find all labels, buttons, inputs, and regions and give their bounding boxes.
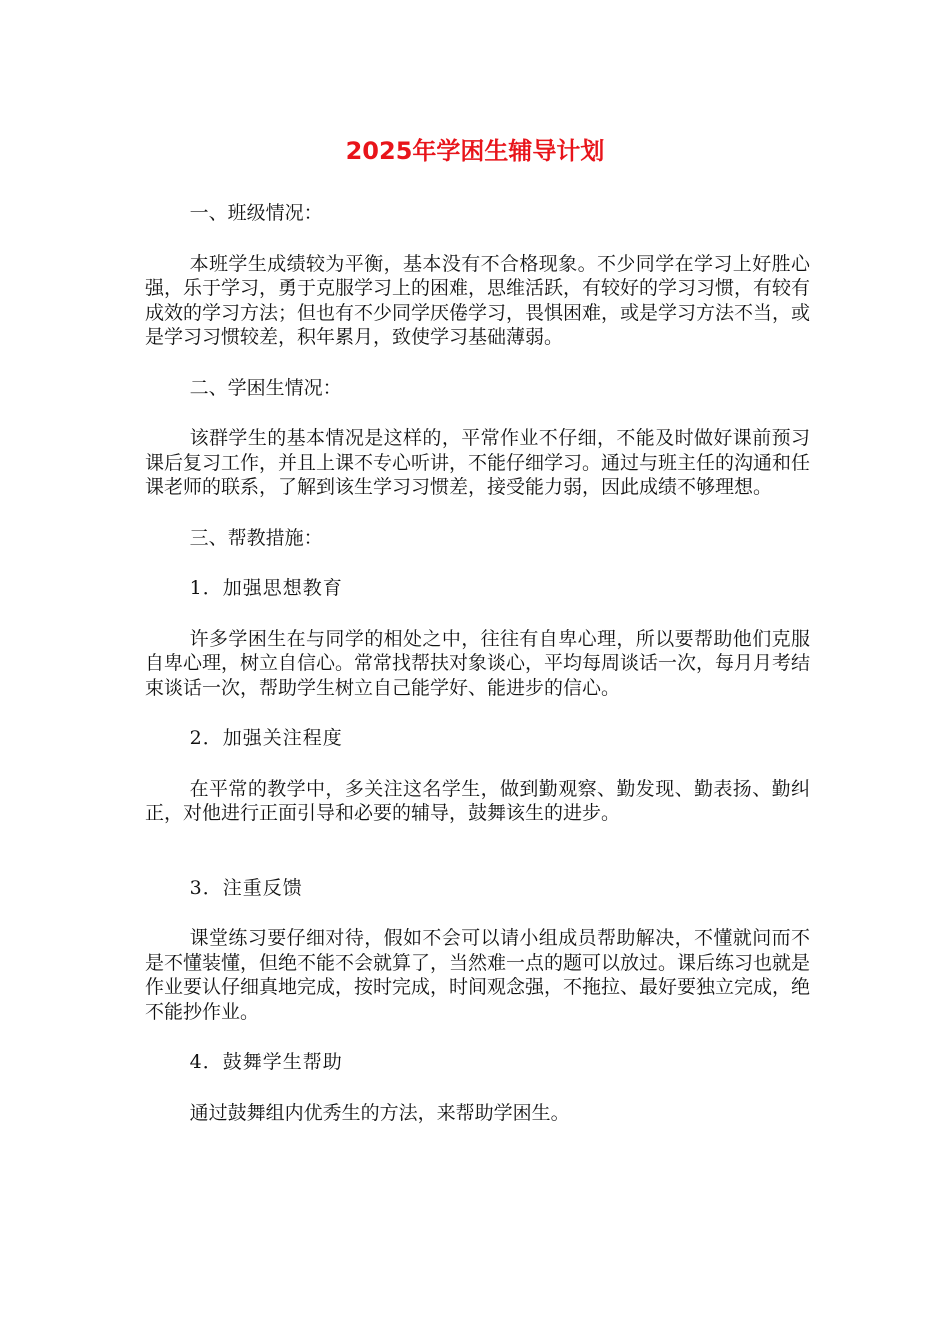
subsection-paragraph-2: 在平常的教学中，多关注这名学生，做到勤观察、勤发现、勤表扬、勤纠正，对他进行正面引导和必要的辅导，鼓舞该生的进步。 [145,777,810,824]
subsection-paragraph-4: 通过鼓舞组内优秀生的方法，来帮助学困生。 [189,1101,570,1124]
paragraph-struggling-students: 该群学生的基本情况是这样的，平常作业不仔细，不能及时做好课前预习课后复习工作，并且上课不专心听讲，不能仔细学习。通过与班主任的沟通和任课老师的联系，了解到该生学习习惯差，接受能力弱，因此成绩不够理想。 [145,427,811,498]
subsection-heading-3: 3．注重反馈 [189,876,303,899]
section-heading-struggling-students: 二、学困生情况： [189,376,342,399]
subsection-paragraph-3: 课堂练习要仔细对待，假如不会可以请小组成员帮助解决，不懂就问而不是不懂装懂，但绝不能不会就算了，当然难一点的题可以放过。课后练习也就是作业要认仔细真地完成，按时完成，时间观念强，不拖拉、最好要独立完成，绝不能抄作业。 [145,927,811,1023]
document-title: 2025年学困生辅导计划 [345,137,605,165]
subsection-paragraph-1: 许多学困生在与同学的相处之中，往往有自卑心理，所以要帮助他们克服自卑心理，树立自信心。常常找帮扶对象谈心，平均每周谈话一次，每月月考结束谈话一次，帮助学生树立自己能学好、能进步的信心。 [145,627,811,699]
section-heading-measures: 三、帮教措施： [189,526,323,549]
paragraph-class-situation: 本班学生成绩较为平衡，基本没有不合格现象。不少同学在学习上好胜心强，乐于学习，勇于克服学习上的困难，思维活跃，有较好的学习习惯，有较有成效的学习方法；但也有不少同学厌倦学习，畏惧困难，或是学习方法不当，或是学习习惯较差，积年累月，致使学习基础薄弱。 [145,252,811,348]
subsection-heading-2: 2．加强关注程度 [189,727,343,749]
section-heading-class-situation: 一、班级情况： [189,202,323,224]
document-body [145,201,810,1151]
subsection-heading-4: 4．鼓舞学生帮助 [189,1051,343,1073]
subsection-heading-1: 1．加强思想教育 [189,577,343,599]
